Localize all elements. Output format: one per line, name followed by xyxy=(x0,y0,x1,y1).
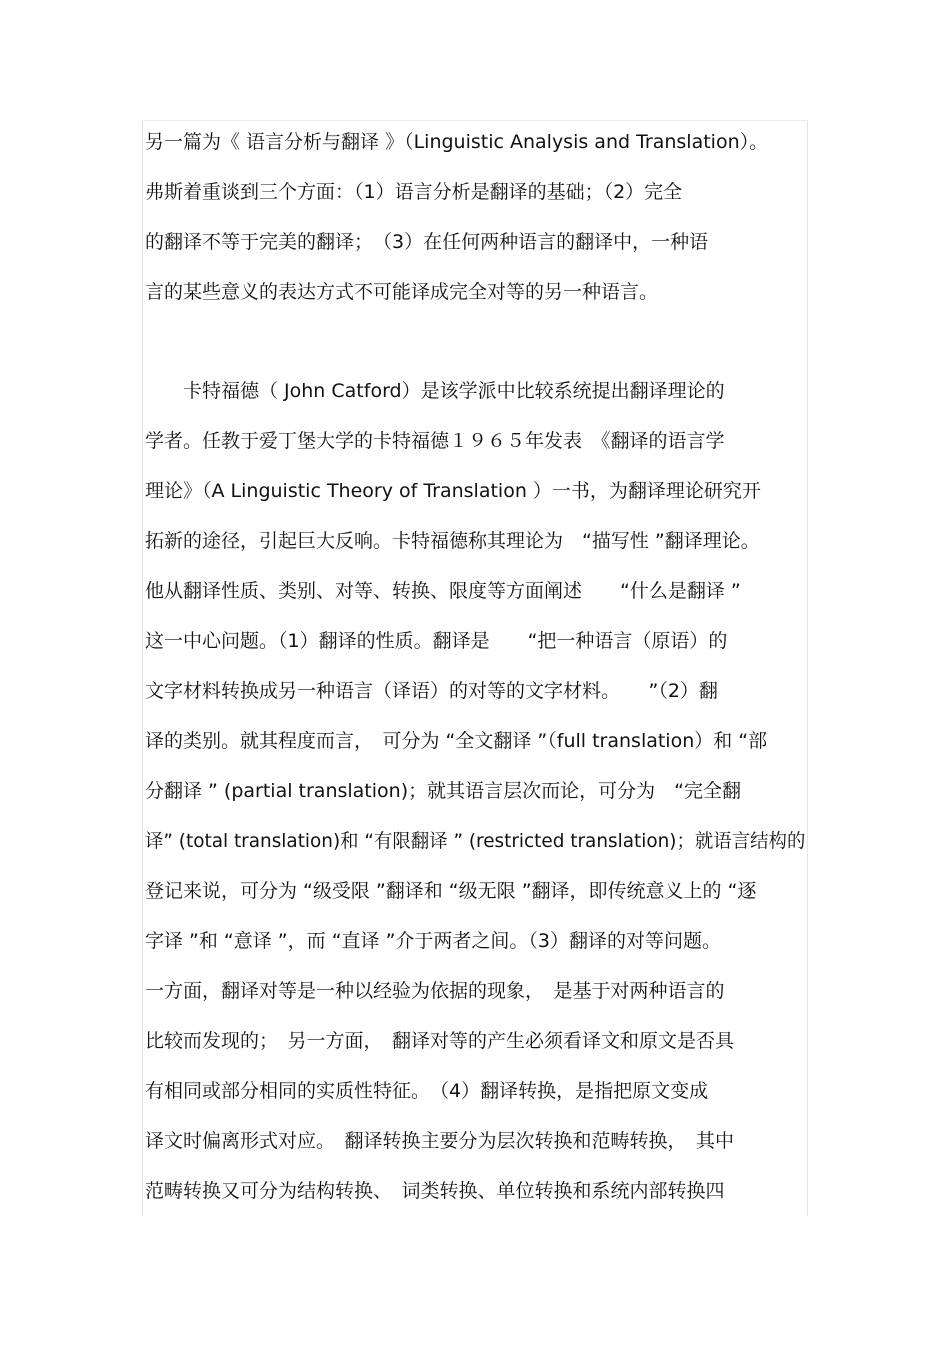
text-line: 拓新的途径，引起巨大反响。卡特福德称其理论为 “描写性 ”翻译理论。 xyxy=(145,530,760,552)
text-line: 这一中心问题。（1）翻译的性质。翻译是 “把一种语言（原语）的 xyxy=(145,630,728,652)
text-line: 的翻译不等于完美的翻译； （3）在任何两种语言的翻译中，一种语 xyxy=(145,231,709,253)
text-line: 他从翻译性质、类别、对等、转换、限度等方面阐述 “什么是翻译 ” xyxy=(145,580,741,602)
text-line: 有相同或部分相同的实质性特征。 （4）翻译转换，是指把原文变成 xyxy=(145,1080,709,1102)
text-line: 译的类别。就其程度而言， 可分为 “全文翻译 ”（full translation）和 “部 xyxy=(145,730,768,752)
text-line: 登记来说，可分为 “级受限 ”翻译和 “级无限 ”翻译，即传统意义上的 “逐 xyxy=(145,880,757,902)
text-line: 卡特福德（ John Catford）是该学派中比较系统提出翻译理论的 xyxy=(145,380,725,402)
text-line: 范畴转换又可分为结构转换、 词类转换、单位转换和系统内部转换四 xyxy=(145,1180,725,1202)
text-line: 译文时偏离形式对应。 翻译转换主要分为层次转换和范畴转换， 其中 xyxy=(145,1130,735,1152)
text-line: 学者。任教于爱丁堡大学的卡特福德１９６５年发表 《翻译的语言学 xyxy=(145,430,725,452)
text-line: 文字材料转换成另一种语言（译语）的对等的文字材料。 ”（2）翻 xyxy=(145,680,718,702)
text-line: 言的某些意义的表达方式不可能译成完全对等的另一种语言。 xyxy=(145,281,659,303)
text-line: 译” (total translation)和 “有限翻译 ” (restricted translation)；就语言结构的 xyxy=(145,830,806,852)
text-line: 分翻译 ” (partial translation)；就其语言层次而论，可分为 “完全翻 xyxy=(145,780,741,802)
text-line: 一方面，翻译对等是一种以经验为依据的现象， 是基于对两种语言的 xyxy=(145,980,725,1002)
text-line: 另一篇为《 语言分析与翻译 》（Linguistic Analysis and Translation）。 xyxy=(145,131,769,153)
text-line: 理论》（A Linguistic Theory of Translation ）一书，为翻译理论研究开 xyxy=(145,480,761,502)
text-line: 弗斯着重谈到三个方面：（1）语言分析是翻译的基础；（2）完全 xyxy=(145,181,683,203)
text-line: 字译 ”和 “意译 ”，而 “直译 ”介于两者之间。（3）翻译的对等问题。 xyxy=(145,930,722,952)
text-line: 比较而发现的； 另一方面， 翻译对等的产生必须看译文和原文是否具 xyxy=(145,1030,735,1052)
